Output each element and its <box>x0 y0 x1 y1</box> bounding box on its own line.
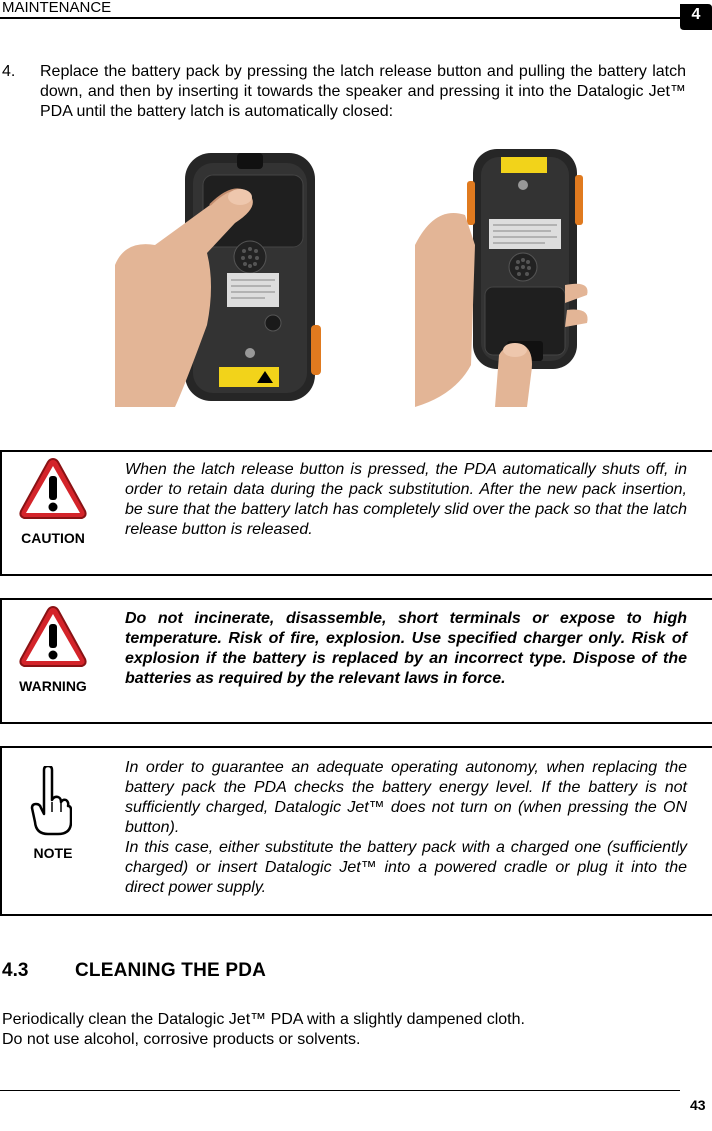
cleaning-instruction: Periodically clean the Datalogic Jet™ PDA with a slightly dampened cloth. <box>2 1011 525 1028</box>
caution-icon <box>18 456 88 522</box>
warning-label: WARNING <box>19 678 87 694</box>
warning-icon <box>18 604 88 670</box>
footer-rule <box>0 1090 680 1091</box>
note-text <box>125 758 687 898</box>
warning-text: Do not incinerate, disassemble, short terminals or expose to high temperature. Risk of fire, explosion. Use specified charger only. Risk of explosion if the battery is replaced by an incorrect type. Dispose of the batteries as required by the relevant laws in force. <box>125 610 687 687</box>
note-paragraph-2: In this case, either substitute the battery pack with a charged one (sufficiently charged) or insert Datalogic Jet™ into a powered cradle or plug it into the direct power supply. <box>125 839 687 896</box>
header-rule <box>0 17 680 19</box>
pointing-hand-icon <box>30 766 72 836</box>
running-header: MAINTENANCE <box>2 0 112 16</box>
note-paragraph-1: In order to guarantee an adequate operating autonomy, when replacing the battery pack the PDA checks the battery energy level. If the battery is not sufficiently charged, Datalogic Jet™ does not turn on (when pressing the ON button). <box>125 759 687 836</box>
photo-close-latch <box>415 145 591 407</box>
step-number: 4. <box>2 63 16 80</box>
caution-label: CAUTION <box>21 530 85 546</box>
section-number: 4.3 <box>2 960 29 981</box>
step-instruction: Replace the battery pack by pressing the latch release button and pulling the battery latch down, and then by inserting it towards the speaker and pressing it into the Datalogic Jet™ PDA until the battery latch is automatically closed: <box>40 63 686 120</box>
photo-insert-battery <box>115 145 325 407</box>
section-title: CLEANING THE PDA <box>75 960 267 981</box>
note-label: NOTE <box>33 845 73 861</box>
cleaning-warning: Do not use alcohol, corrosive products or solvents. <box>2 1031 361 1048</box>
chapter-number: 4 <box>691 6 701 23</box>
caution-text: When the latch release button is pressed, the PDA automatically shuts off, in order to retain data during the pack substitution. After the new pack insertion, be sure that the battery latch has completely slid over the pack so that the latch release button is released. <box>125 461 687 538</box>
page-number: 43 <box>690 1097 706 1113</box>
